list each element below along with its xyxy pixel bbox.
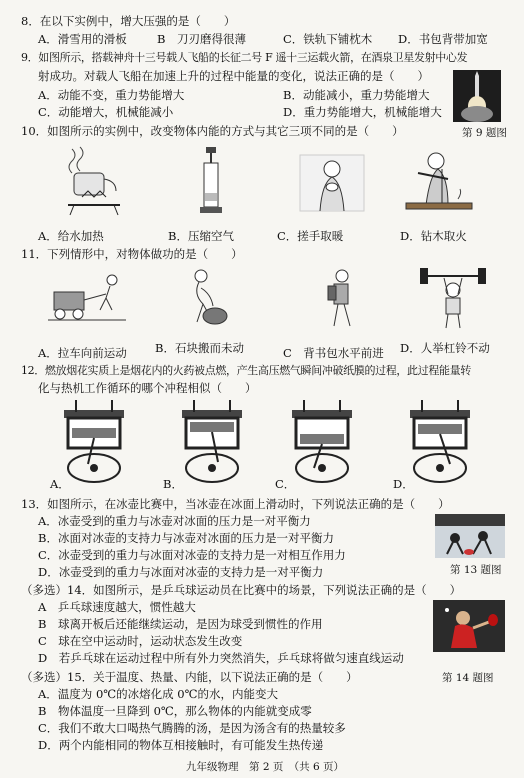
rubbing-hands-figure [298, 145, 368, 218]
q13-option-d: D．冰壶受到的重力与冰面对冰壶的支持力是一对平衡力 [38, 565, 324, 579]
q8-option-d: D．书包背带加宽 [398, 32, 488, 46]
page-footer: 九年级物理 第 2 页 （共 6 页） [186, 761, 344, 773]
q11-option-c: C 背书包水平前进 [283, 346, 384, 360]
q11-option-d: D．人举杠铃不动 [400, 341, 490, 355]
q12-option-c: C． [275, 477, 296, 491]
q9-option-b: B．动能减小，重力势能增大 [283, 88, 430, 102]
q13-stem: 13．如图所示，在冰壶比赛中，当冰壶在冰面上滑动时，下列说法正确的是（ ） [21, 497, 450, 511]
q12-option-a: A． [50, 477, 70, 491]
drilling-wood-fire-figure [398, 145, 478, 218]
q14-figure-caption: 第 14 题图 [442, 672, 494, 684]
q15-option-d: D．两个内能相同的物体互相接触时，有可能发生热传递 [38, 738, 324, 752]
q15-option-c: C．我们不敢大口喝热气腾腾的汤，是因为汤含有的热量较多 [38, 721, 346, 735]
q14-option-d: D 若乒乓球在运动过程中所有外力突然消失，乒乓球将做匀速直线运动 [38, 651, 404, 665]
holding-barbell-figure [418, 266, 488, 333]
table-tennis-photo [433, 600, 505, 652]
q12-option-d: D． [393, 477, 414, 491]
q13-option-c: C．冰壶受到的重力与冰面对冰壶的支持力是一对相互作用力 [38, 548, 346, 562]
engine-stroke-a-figure [54, 398, 134, 489]
engine-stroke-b-figure [172, 398, 252, 489]
rocket-launch-photo [453, 70, 501, 122]
boiling-water-figure [60, 143, 130, 221]
q9-stem-line2: 射成功。对载人飞船在加速上升的过程中能量的变化，说法正确的是（ ） [38, 69, 429, 83]
pulling-cart-figure [48, 266, 128, 333]
q9-option-c: C．动能增大，机械能减小 [38, 105, 174, 119]
q8-option-a: A．滑雪用的滑板 [38, 32, 127, 46]
q14-option-b: B 球离开板后还能继续运动，是因为球受到惯性的作用 [38, 617, 323, 631]
q10-option-b: B．压缩空气 [168, 229, 234, 243]
q12-stem-line1: 12．燃放烟花实质上是烟花内的火药被点燃，产生高压燃气瞬间冲破纸膜的过程，此过程能量转 [21, 364, 471, 377]
q15-option-a: A．温度为 0℃的冰熔化成 0℃的水，内能变大 [38, 687, 278, 701]
q10-stem: 10．如图所示的实例中，改变物体内能的方式与其它三项不同的是（ ） [21, 124, 404, 138]
q10-option-c: C．搓手取暖 [277, 229, 344, 243]
q12-option-b: B． [163, 477, 183, 491]
q14-option-a: A 乒乓球速度越大，惯性越大 [38, 600, 196, 614]
q8-option-c: C．铁轨下铺枕木 [283, 32, 373, 46]
q9-option-a: A．动能不变，重力势能增大 [38, 88, 185, 102]
q13-option-b: B．冰面对冰壶的支持力与冰壶对冰面的压力是一对平衡力 [38, 531, 334, 545]
engine-stroke-c-figure [282, 398, 362, 489]
q12-stem-line2: 化与热机工作循环的哪个冲程相似（ ） [38, 381, 257, 395]
q11-option-a: A．拉车向前运动 [38, 346, 127, 360]
q9-stem-line1: 9．如图所示，搭载神舟十三号载人飞船的长征二号 F 遥十三运载火箭，在酒泉卫星发射中心发 [21, 51, 468, 64]
q11-option-b: B．石块搬而未动 [155, 341, 244, 355]
q10-option-a: A．给水加热 [38, 229, 104, 243]
q15-stem: （多选）15．关于温度、热量、内能，以下说法正确的是（ ） [21, 670, 358, 684]
air-compression-figure [196, 143, 226, 221]
curling-photo [435, 514, 505, 558]
q8-option-b: B 刀刃磨得很薄 [157, 32, 246, 46]
q14-option-c: C 球在空中运动时，运动状态发生改变 [38, 634, 243, 648]
q14-stem: （多选）14．如图所示，是乒乓球运动员在比赛中的场景，下列说法正确的是（ ） [21, 583, 462, 597]
q11-stem: 11．下列情形中，对物体做功的是（ ） [21, 247, 243, 261]
lifting-stone-figure [175, 266, 235, 333]
engine-stroke-d-figure [400, 398, 480, 489]
q8-stem: 8．在以下实例中，增大压强的是（ ） [21, 14, 236, 28]
q13-figure-caption: 第 13 题图 [450, 564, 502, 576]
q13-option-a: A．冰壶受到的重力与冰壶对冰面的压力是一对平衡力 [38, 514, 311, 528]
q10-option-d: D．钻木取火 [400, 229, 467, 243]
q9-figure-caption: 第 9 题图 [462, 127, 507, 139]
q15-option-b: B 物体温度一旦降到 0℃，那么物体的内能就变成零 [38, 704, 312, 718]
walking-with-backpack-figure [322, 266, 362, 333]
q9-option-d: D．重力势能增大，机械能增大 [283, 105, 442, 119]
